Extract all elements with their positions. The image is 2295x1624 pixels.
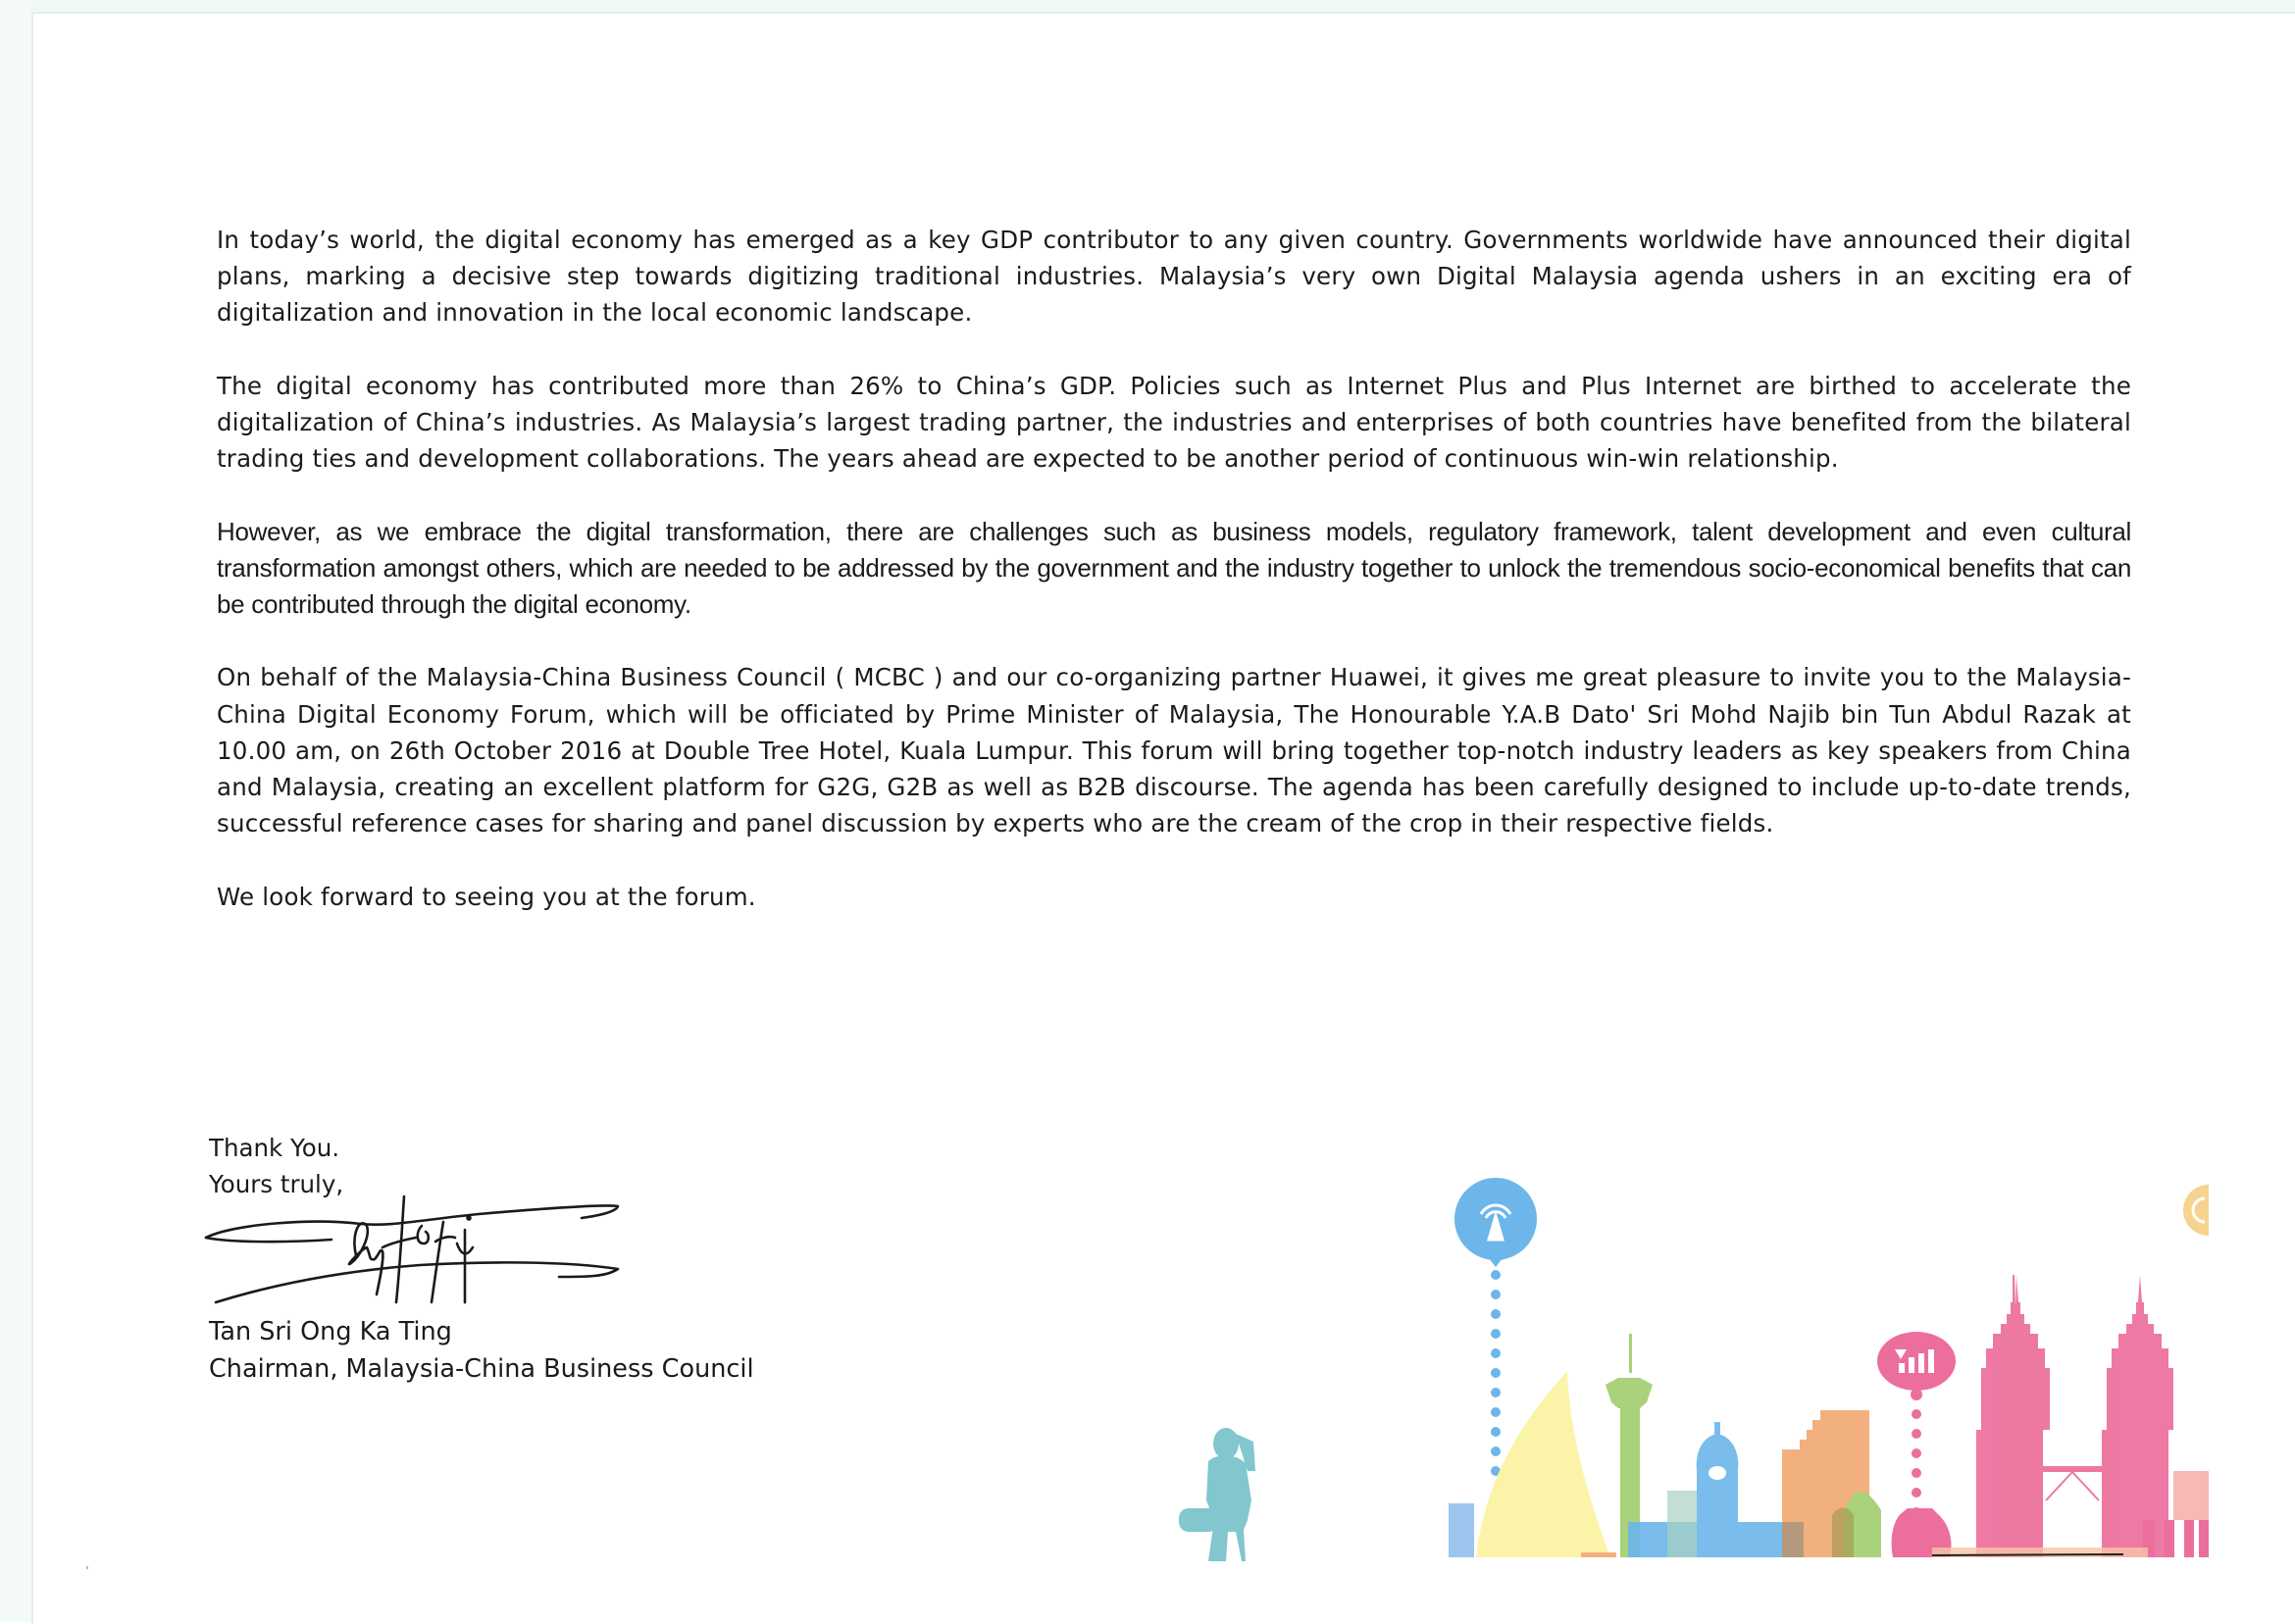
paragraph-china-gdp: The digital economy has contributed more than 26% to China’s GDP. Policies such as Internet Plus and Plus Internet are birthed to accelerate the digitalization of China’s industries. As Malaysia’s largest trading partner, the industries and enterprises of both countries have benefited from the bilateral trading ties and development collaborations. The years ahead are expected to be another period of continuous win-win relationship. [217, 371, 2131, 474]
paragraph-digital-economy: In today’s world, the digital economy has emerged as a key GDP contributor to any given country. Governments worldwide have announced their digital plans, marking a decisive step towards digitizing traditional industries. Malaysia’s very own Digital Malaysia agenda ushers in an exciting era of digitalization and innovation in the local economic landscape. [217, 226, 2131, 328]
building-pink-row [2143, 1520, 2209, 1557]
closing-thanks: Thank You. [209, 1134, 340, 1162]
ground-line [1932, 1554, 2123, 1555]
letter-body [217, 222, 2131, 951]
scan-margin-left [0, 0, 31, 1622]
signer-title: Chairman, Malaysia-China Business Council [209, 1353, 754, 1384]
wifi-bubble [2183, 1185, 2209, 1236]
antenna-bubble [1454, 1178, 1537, 1267]
signer-block [209, 1314, 754, 1388]
woman-on-phone-silhouette [1179, 1428, 1255, 1561]
scan-speck [86, 1566, 88, 1569]
scan-margin-top [0, 0, 2295, 12]
antenna-dotted-line [1491, 1270, 1501, 1476]
building-blue-clocktower [1628, 1422, 1803, 1557]
building-yellow-sail [1476, 1371, 1610, 1557]
building-blue-block [1449, 1503, 1474, 1557]
building-light-pink [2173, 1471, 2209, 1520]
signal-dotted-line [1912, 1409, 1921, 1517]
signal-bubble [1877, 1332, 1956, 1400]
paragraph-invitation: On behalf of the Malaysia-China Business Council ( MCBC ) and our co-organizing partner Huawei, it gives me great pleasure to invite you to the Malaysia-China Digital Economy Forum, which will be officiated by Prime Minister of Malaysia, The Honourable Y.A.B Dato' Sri Mohd Najib bin Tun Abdul Razak at 10.00 am, on 26th October 2016 at Double Tree Hotel, Kuala Lumpur. This forum will bring together top-notch industry leaders as key speakers from China and Malaysia, creating an excellent platform for G2G, G2B as well as B2B discourse. The agenda has been carefully designed to include up-to-date trends, successful reference cases for sharing and panel discussion by experts who are the cream of the crop in their respective fields. [217, 663, 2131, 838]
signer-name: Tan Sri Ong Ka Ting [209, 1317, 452, 1346]
petronas-twin-towers [1976, 1275, 2173, 1557]
paragraph-challenges: However, as we embrace the digital transformation, there are challenges such as business models, regulatory framework, talent development and even cultural transformation amongst others, which are needed to be addressed by the government and the industry together to unlock the tremendous socio-economical benefits that can be contributed through the digital economy. [217, 516, 2131, 619]
handwritten-signature [194, 1187, 631, 1324]
kuala-lumpur-skyline-illustration [1157, 1177, 2295, 1589]
closing-valediction: Yours truly, [209, 1170, 344, 1199]
paragraph-look-forward: We look forward to seeing you at the forum. [217, 882, 756, 911]
